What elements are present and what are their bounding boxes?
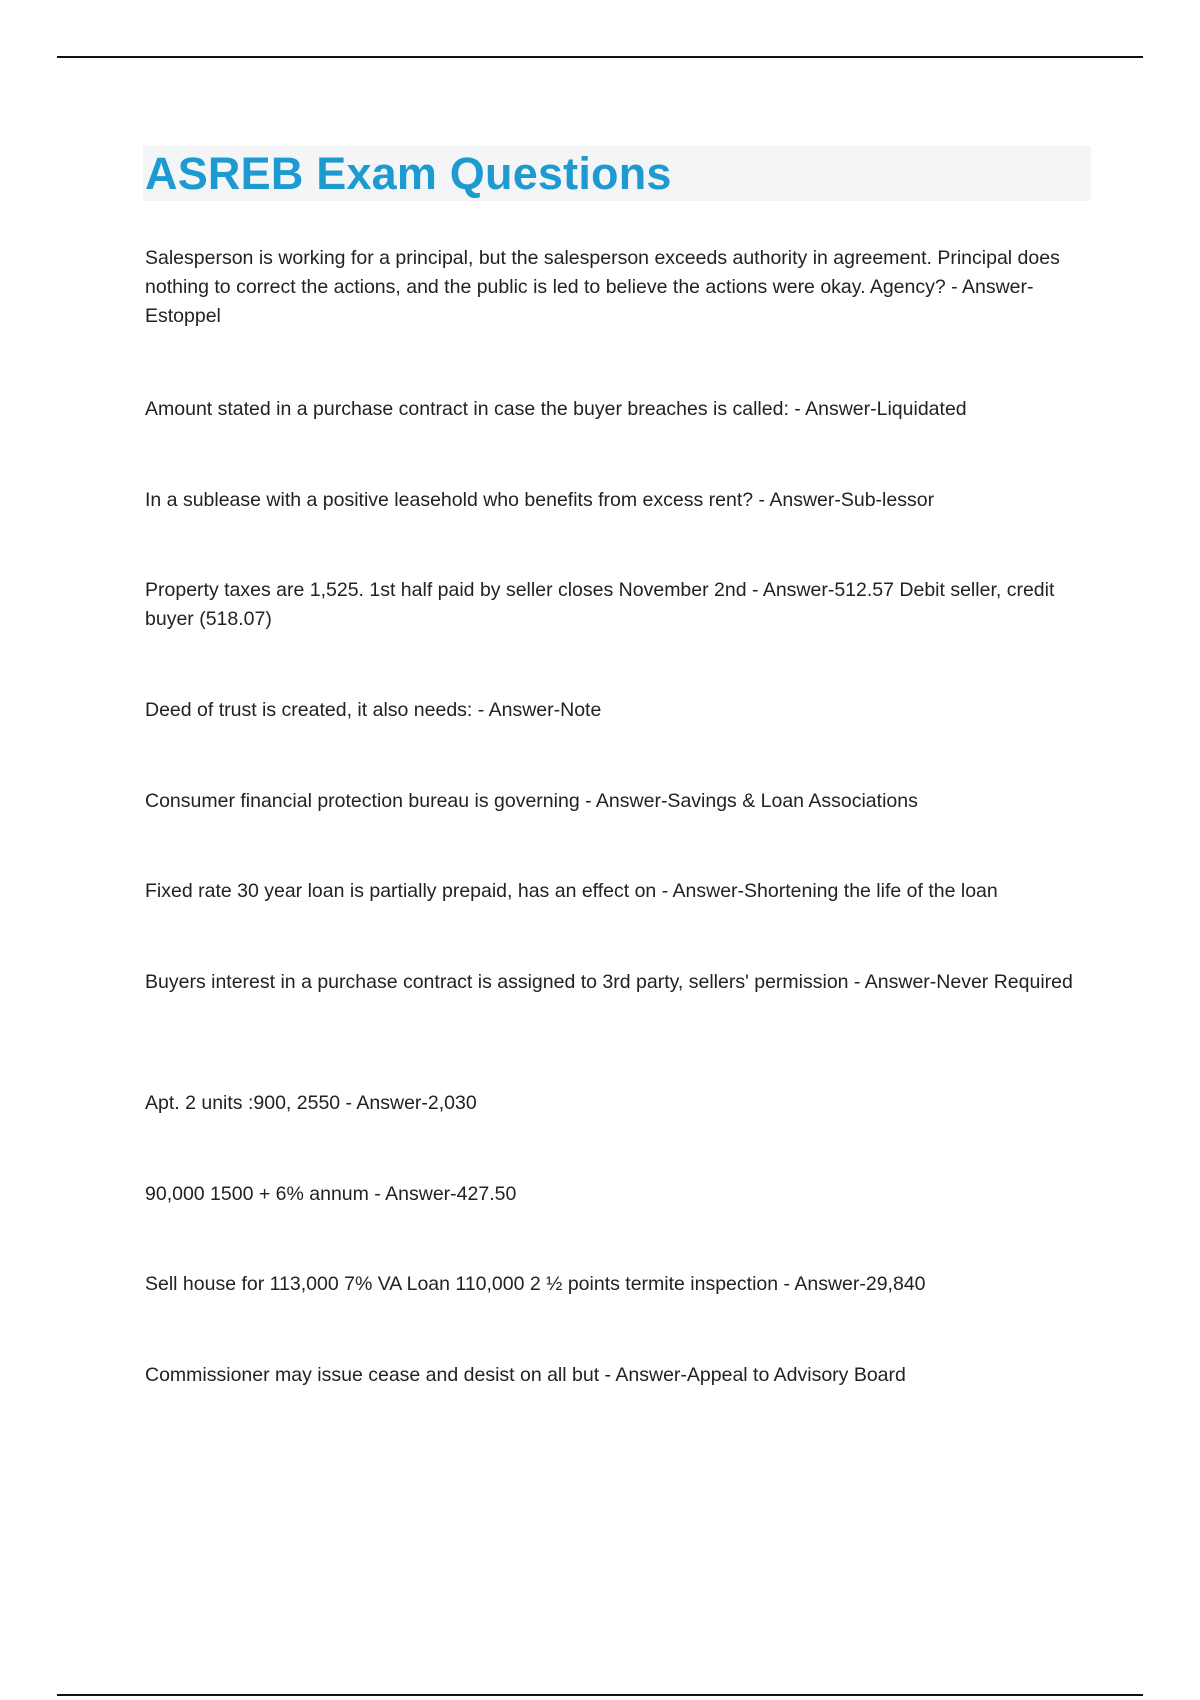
qa-item: [145, 1361, 1095, 1390]
qa-text: 90,000 1500 + 6% annum - Answer-427.50: [145, 1183, 517, 1205]
qa-text: Amount stated in a purchase contract in case the buyer breaches is called: - Answer-Liquidated: [145, 398, 967, 420]
document-title: ASREB Exam Questions: [145, 148, 672, 199]
header-rule: [57, 56, 1143, 58]
qa-item: [145, 1089, 1095, 1118]
qa-item: [145, 877, 1095, 906]
qa-text: Consumer financial protection bureau is governing - Answer-Savings & Loan Associations: [145, 790, 918, 812]
qa-text: Property taxes are 1,525. 1st half paid by seller closes November 2nd - Answer-512.57 Debit seller, credit buyer (518.07): [145, 579, 1055, 630]
qa-item: [145, 1180, 1095, 1209]
qa-text: Sell house for 113,000 7% VA Loan 110,000 2 ½ points termite inspection - Answer-29,840: [145, 1273, 926, 1295]
qa-item: [145, 244, 1095, 331]
qa-text: Fixed rate 30 year loan is partially prepaid, has an effect on - Answer-Shortening the life of the loan: [145, 880, 998, 902]
qa-item: [145, 968, 1095, 997]
qa-text: Commissioner may issue cease and desist on all but - Answer-Appeal to Advisory Board: [145, 1364, 906, 1386]
qa-item: [145, 486, 1095, 515]
qa-item: [145, 395, 1095, 424]
qa-item: [145, 787, 1095, 816]
qa-item: [145, 1270, 1095, 1299]
footer-rule: [57, 1694, 1143, 1696]
qa-text: In a sublease with a positive leasehold who benefits from excess rent? - Answer-Sub-lessor: [145, 489, 935, 511]
qa-item: [145, 576, 1095, 634]
qa-text: Apt. 2 units :900, 2550 - Answer-2,030: [145, 1092, 477, 1114]
qa-text: Deed of trust is created, it also needs: - Answer-Note: [145, 699, 602, 721]
qa-item: [145, 696, 1095, 725]
qa-text: Buyers interest in a purchase contract is assigned to 3rd party, sellers' permission - Answer-Never Required: [145, 971, 1073, 993]
qa-text: Salesperson is working for a principal, but the salesperson exceeds authority in agreement. Principal does nothing to correct the actions, and the public is led to believe the actions were okay. Agency? - Answer-Estoppel: [145, 247, 1060, 327]
